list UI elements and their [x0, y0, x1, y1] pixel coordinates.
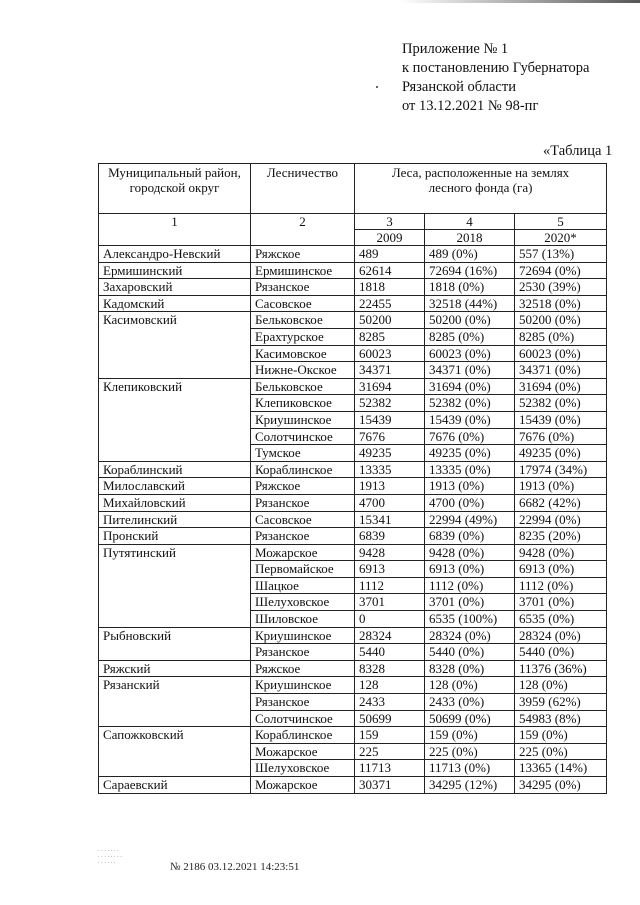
area-cell-y2020: 159 (0%)	[515, 727, 607, 744]
area-cell-y2018: 52382 (0%)	[425, 395, 515, 412]
district-cell: Касимовский	[99, 312, 251, 378]
forestry-cell: Шелуховское	[251, 594, 355, 611]
area-cell-y2009: 15341	[355, 511, 425, 528]
forestry-cell: Тумское	[251, 445, 355, 462]
area-cell-y2009: 15439	[355, 411, 425, 428]
area-cell-y2009: 6839	[355, 528, 425, 545]
forestry-cell: Шиловское	[251, 611, 355, 628]
area-cell-y2018: 1913 (0%)	[425, 478, 515, 495]
area-cell-y2020: 2530 (39%)	[515, 279, 607, 296]
area-cell-y2020: 5440 (0%)	[515, 644, 607, 661]
col-number-1: 1	[99, 214, 251, 246]
column-number-row	[99, 214, 607, 230]
area-cell-y2018: 8328 (0%)	[425, 660, 515, 677]
forestry-cell: Можарское	[251, 544, 355, 561]
table-row	[99, 777, 607, 794]
area-cell-y2020: 52382 (0%)	[515, 395, 607, 412]
table-row	[99, 528, 607, 545]
area-cell-y2009: 489	[355, 246, 425, 263]
forest-table	[98, 163, 607, 794]
area-cell-y2020: 3959 (62%)	[515, 694, 607, 711]
area-cell-y2009: 8285	[355, 328, 425, 345]
area-cell-y2020: 7676 (0%)	[515, 428, 607, 445]
area-cell-y2018: 11713 (0%)	[425, 760, 515, 777]
area-cell-y2009: 8328	[355, 660, 425, 677]
area-cell-y2009: 1112	[355, 577, 425, 594]
forestry-cell: Ряжское	[251, 246, 355, 263]
area-cell-y2020: 50200 (0%)	[515, 312, 607, 329]
area-cell-y2018: 6913 (0%)	[425, 561, 515, 578]
area-cell-y2018: 159 (0%)	[425, 727, 515, 744]
area-cell-y2018: 50200 (0%)	[425, 312, 515, 329]
area-cell-y2018: 2433 (0%)	[425, 694, 515, 711]
area-cell-y2018: 22994 (49%)	[425, 511, 515, 528]
area-cell-y2009: 30371	[355, 777, 425, 794]
table-row	[99, 246, 607, 263]
scan-dot	[376, 86, 378, 88]
forestry-cell: Шелуховское	[251, 760, 355, 777]
appendix-number: Приложение № 1	[402, 41, 509, 57]
table-row	[99, 494, 607, 511]
area-cell-y2009: 34371	[355, 362, 425, 379]
area-cell-y2018: 4700 (0%)	[425, 494, 515, 511]
area-cell-y2020: 13365 (14%)	[515, 760, 607, 777]
table-row	[99, 461, 607, 478]
table-row	[99, 262, 607, 279]
table-label: «Таблица 1	[543, 143, 613, 159]
area-cell-y2018: 28324 (0%)	[425, 627, 515, 644]
area-cell-y2020: 1913 (0%)	[515, 478, 607, 495]
area-cell-y2020: 6535 (0%)	[515, 611, 607, 628]
district-cell: Ермишинский	[99, 262, 251, 279]
district-cell: Кадомский	[99, 295, 251, 312]
forestry-cell: Ермишинское	[251, 262, 355, 279]
area-cell-y2020: 557 (13%)	[515, 246, 607, 263]
col-header-forests: Леса, расположенные на землях лесного фонда (га)	[355, 164, 607, 214]
area-cell-y2020: 6913 (0%)	[515, 561, 607, 578]
area-cell-y2020: 34295 (0%)	[515, 777, 607, 794]
area-cell-y2009: 60023	[355, 345, 425, 362]
area-cell-y2018: 32518 (44%)	[425, 295, 515, 312]
district-cell: Клепиковский	[99, 378, 251, 461]
table-row	[99, 511, 607, 528]
area-cell-y2018: 489 (0%)	[425, 246, 515, 263]
area-cell-y2009: 4700	[355, 494, 425, 511]
table-row	[99, 378, 607, 395]
area-cell-y2009: 0	[355, 611, 425, 628]
area-cell-y2018: 49235 (0%)	[425, 445, 515, 462]
area-cell-y2020: 6682 (42%)	[515, 494, 607, 511]
registration-stamp: · · · · · · · · · · · · · · · · · · · · ·	[98, 848, 122, 866]
resolution-date: от 13.12.2021 № 98-пг	[402, 98, 539, 114]
forestry-cell: Рязанское	[251, 694, 355, 711]
area-cell-y2018: 7676 (0%)	[425, 428, 515, 445]
area-cell-y2009: 6913	[355, 561, 425, 578]
area-cell-y2018: 1818 (0%)	[425, 279, 515, 296]
forestry-cell: Сасовское	[251, 295, 355, 312]
district-cell: Захаровский	[99, 279, 251, 296]
table-row	[99, 295, 607, 312]
forestry-cell: Касимовское	[251, 345, 355, 362]
table-row	[99, 727, 607, 744]
appendix-header	[402, 40, 589, 116]
area-cell-y2009: 13335	[355, 461, 425, 478]
area-cell-y2009: 1913	[355, 478, 425, 495]
forestry-cell: Ерахтурское	[251, 328, 355, 345]
area-cell-y2020: 8235 (20%)	[515, 528, 607, 545]
area-cell-y2020: 60023 (0%)	[515, 345, 607, 362]
area-cell-y2009: 5440	[355, 644, 425, 661]
area-cell-y2020: 1112 (0%)	[515, 577, 607, 594]
area-cell-y2018: 8285 (0%)	[425, 328, 515, 345]
area-cell-y2020: 15439 (0%)	[515, 411, 607, 428]
forestry-cell: Рязанское	[251, 494, 355, 511]
area-cell-y2018: 9428 (0%)	[425, 544, 515, 561]
resolution-reference: к постановлению Губернатора	[402, 60, 590, 76]
area-cell-y2009: 11713	[355, 760, 425, 777]
year-2018: 2018	[425, 230, 515, 246]
area-cell-y2009: 52382	[355, 395, 425, 412]
forestry-cell: Рязанское	[251, 528, 355, 545]
district-cell: Пронский	[99, 528, 251, 545]
area-cell-y2020: 34371 (0%)	[515, 362, 607, 379]
district-cell: Рыбновский	[99, 627, 251, 660]
col-number-2: 2	[251, 214, 355, 246]
year-2009: 2009	[355, 230, 425, 246]
forestry-cell: Криушинское	[251, 677, 355, 694]
area-cell-y2020: 28324 (0%)	[515, 627, 607, 644]
table-row	[99, 544, 607, 561]
area-cell-y2020: 72694 (0%)	[515, 262, 607, 279]
area-cell-y2018: 50699 (0%)	[425, 710, 515, 727]
col-header-municipality: Муниципальный район, городской округ	[99, 164, 251, 214]
district-cell: Кораблинский	[99, 461, 251, 478]
forestry-cell: Рязанское	[251, 644, 355, 661]
area-cell-y2018: 5440 (0%)	[425, 644, 515, 661]
area-cell-y2018: 60023 (0%)	[425, 345, 515, 362]
area-cell-y2009: 159	[355, 727, 425, 744]
district-cell: Ряжский	[99, 660, 251, 677]
area-cell-y2009: 62614	[355, 262, 425, 279]
area-cell-y2009: 49235	[355, 445, 425, 462]
area-cell-y2009: 50200	[355, 312, 425, 329]
area-cell-y2018: 6839 (0%)	[425, 528, 515, 545]
area-cell-y2020: 225 (0%)	[515, 743, 607, 760]
col-number-5: 5	[515, 214, 607, 230]
forestry-cell: Криушинское	[251, 627, 355, 644]
table-row	[99, 627, 607, 644]
forestry-cell: Клепиковское	[251, 395, 355, 412]
table-row	[99, 677, 607, 694]
table-row	[99, 312, 607, 329]
region-name: Рязанской области	[402, 79, 516, 95]
table-row	[99, 478, 607, 495]
area-cell-y2009: 225	[355, 743, 425, 760]
col-number-4: 4	[425, 214, 515, 230]
area-cell-y2018: 15439 (0%)	[425, 411, 515, 428]
area-cell-y2018: 3701 (0%)	[425, 594, 515, 611]
forestry-cell: Солотчинское	[251, 710, 355, 727]
area-cell-y2020: 22994 (0%)	[515, 511, 607, 528]
area-cell-y2009: 1818	[355, 279, 425, 296]
table-row	[99, 279, 607, 296]
area-cell-y2009: 22455	[355, 295, 425, 312]
area-cell-y2020: 54983 (8%)	[515, 710, 607, 727]
forestry-cell: Солотчинское	[251, 428, 355, 445]
area-cell-y2018: 128 (0%)	[425, 677, 515, 694]
area-cell-y2020: 32518 (0%)	[515, 295, 607, 312]
area-cell-y2009: 7676	[355, 428, 425, 445]
area-cell-y2020: 11376 (36%)	[515, 660, 607, 677]
area-cell-y2009: 128	[355, 677, 425, 694]
area-cell-y2009: 2433	[355, 694, 425, 711]
district-cell: Сараевский	[99, 777, 251, 794]
forestry-cell: Можарское	[251, 777, 355, 794]
forestry-cell: Ряжское	[251, 478, 355, 495]
scan-edge-mark	[400, 0, 640, 3]
forestry-cell: Ряжское	[251, 660, 355, 677]
area-cell-y2020: 31694 (0%)	[515, 378, 607, 395]
area-cell-y2018: 34295 (12%)	[425, 777, 515, 794]
area-cell-y2018: 31694 (0%)	[425, 378, 515, 395]
area-cell-y2018: 13335 (0%)	[425, 461, 515, 478]
area-cell-y2018: 6535 (100%)	[425, 611, 515, 628]
area-cell-y2018: 225 (0%)	[425, 743, 515, 760]
district-cell: Пителинский	[99, 511, 251, 528]
document-reference: № 2186 03.12.2021 14:23:51	[170, 861, 300, 873]
forestry-cell: Шацкое	[251, 577, 355, 594]
area-cell-y2009: 3701	[355, 594, 425, 611]
year-2020: 2020*	[515, 230, 607, 246]
col-header-forestry: Лесничество	[251, 164, 355, 214]
district-cell: Милославский	[99, 478, 251, 495]
forestry-cell: Криушинское	[251, 411, 355, 428]
header-row	[99, 164, 607, 214]
area-cell-y2020: 9428 (0%)	[515, 544, 607, 561]
area-cell-y2018: 72694 (16%)	[425, 262, 515, 279]
area-cell-y2020: 8285 (0%)	[515, 328, 607, 345]
area-cell-y2009: 50699	[355, 710, 425, 727]
forestry-cell: Бельковское	[251, 312, 355, 329]
area-cell-y2009: 31694	[355, 378, 425, 395]
forestry-cell: Кораблинское	[251, 461, 355, 478]
area-cell-y2009: 28324	[355, 627, 425, 644]
area-cell-y2018: 34371 (0%)	[425, 362, 515, 379]
forestry-cell: Сасовское	[251, 511, 355, 528]
area-cell-y2009: 9428	[355, 544, 425, 561]
forestry-cell: Кораблинское	[251, 727, 355, 744]
forestry-cell: Первомайское	[251, 561, 355, 578]
district-cell: Сапожковский	[99, 727, 251, 777]
forestry-cell: Можарское	[251, 743, 355, 760]
forestry-cell: Рязанское	[251, 279, 355, 296]
district-cell: Путятинский	[99, 544, 251, 627]
area-cell-y2020: 17974 (34%)	[515, 461, 607, 478]
district-cell: Рязанский	[99, 677, 251, 727]
forestry-cell: Нижне-Окское	[251, 362, 355, 379]
district-cell: Михайловский	[99, 494, 251, 511]
district-cell: Александро-Невский	[99, 246, 251, 263]
table-row	[99, 660, 607, 677]
forestry-cell: Бельковское	[251, 378, 355, 395]
area-cell-y2020: 49235 (0%)	[515, 445, 607, 462]
area-cell-y2020: 128 (0%)	[515, 677, 607, 694]
area-cell-y2020: 3701 (0%)	[515, 594, 607, 611]
area-cell-y2018: 1112 (0%)	[425, 577, 515, 594]
col-number-3: 3	[355, 214, 425, 230]
